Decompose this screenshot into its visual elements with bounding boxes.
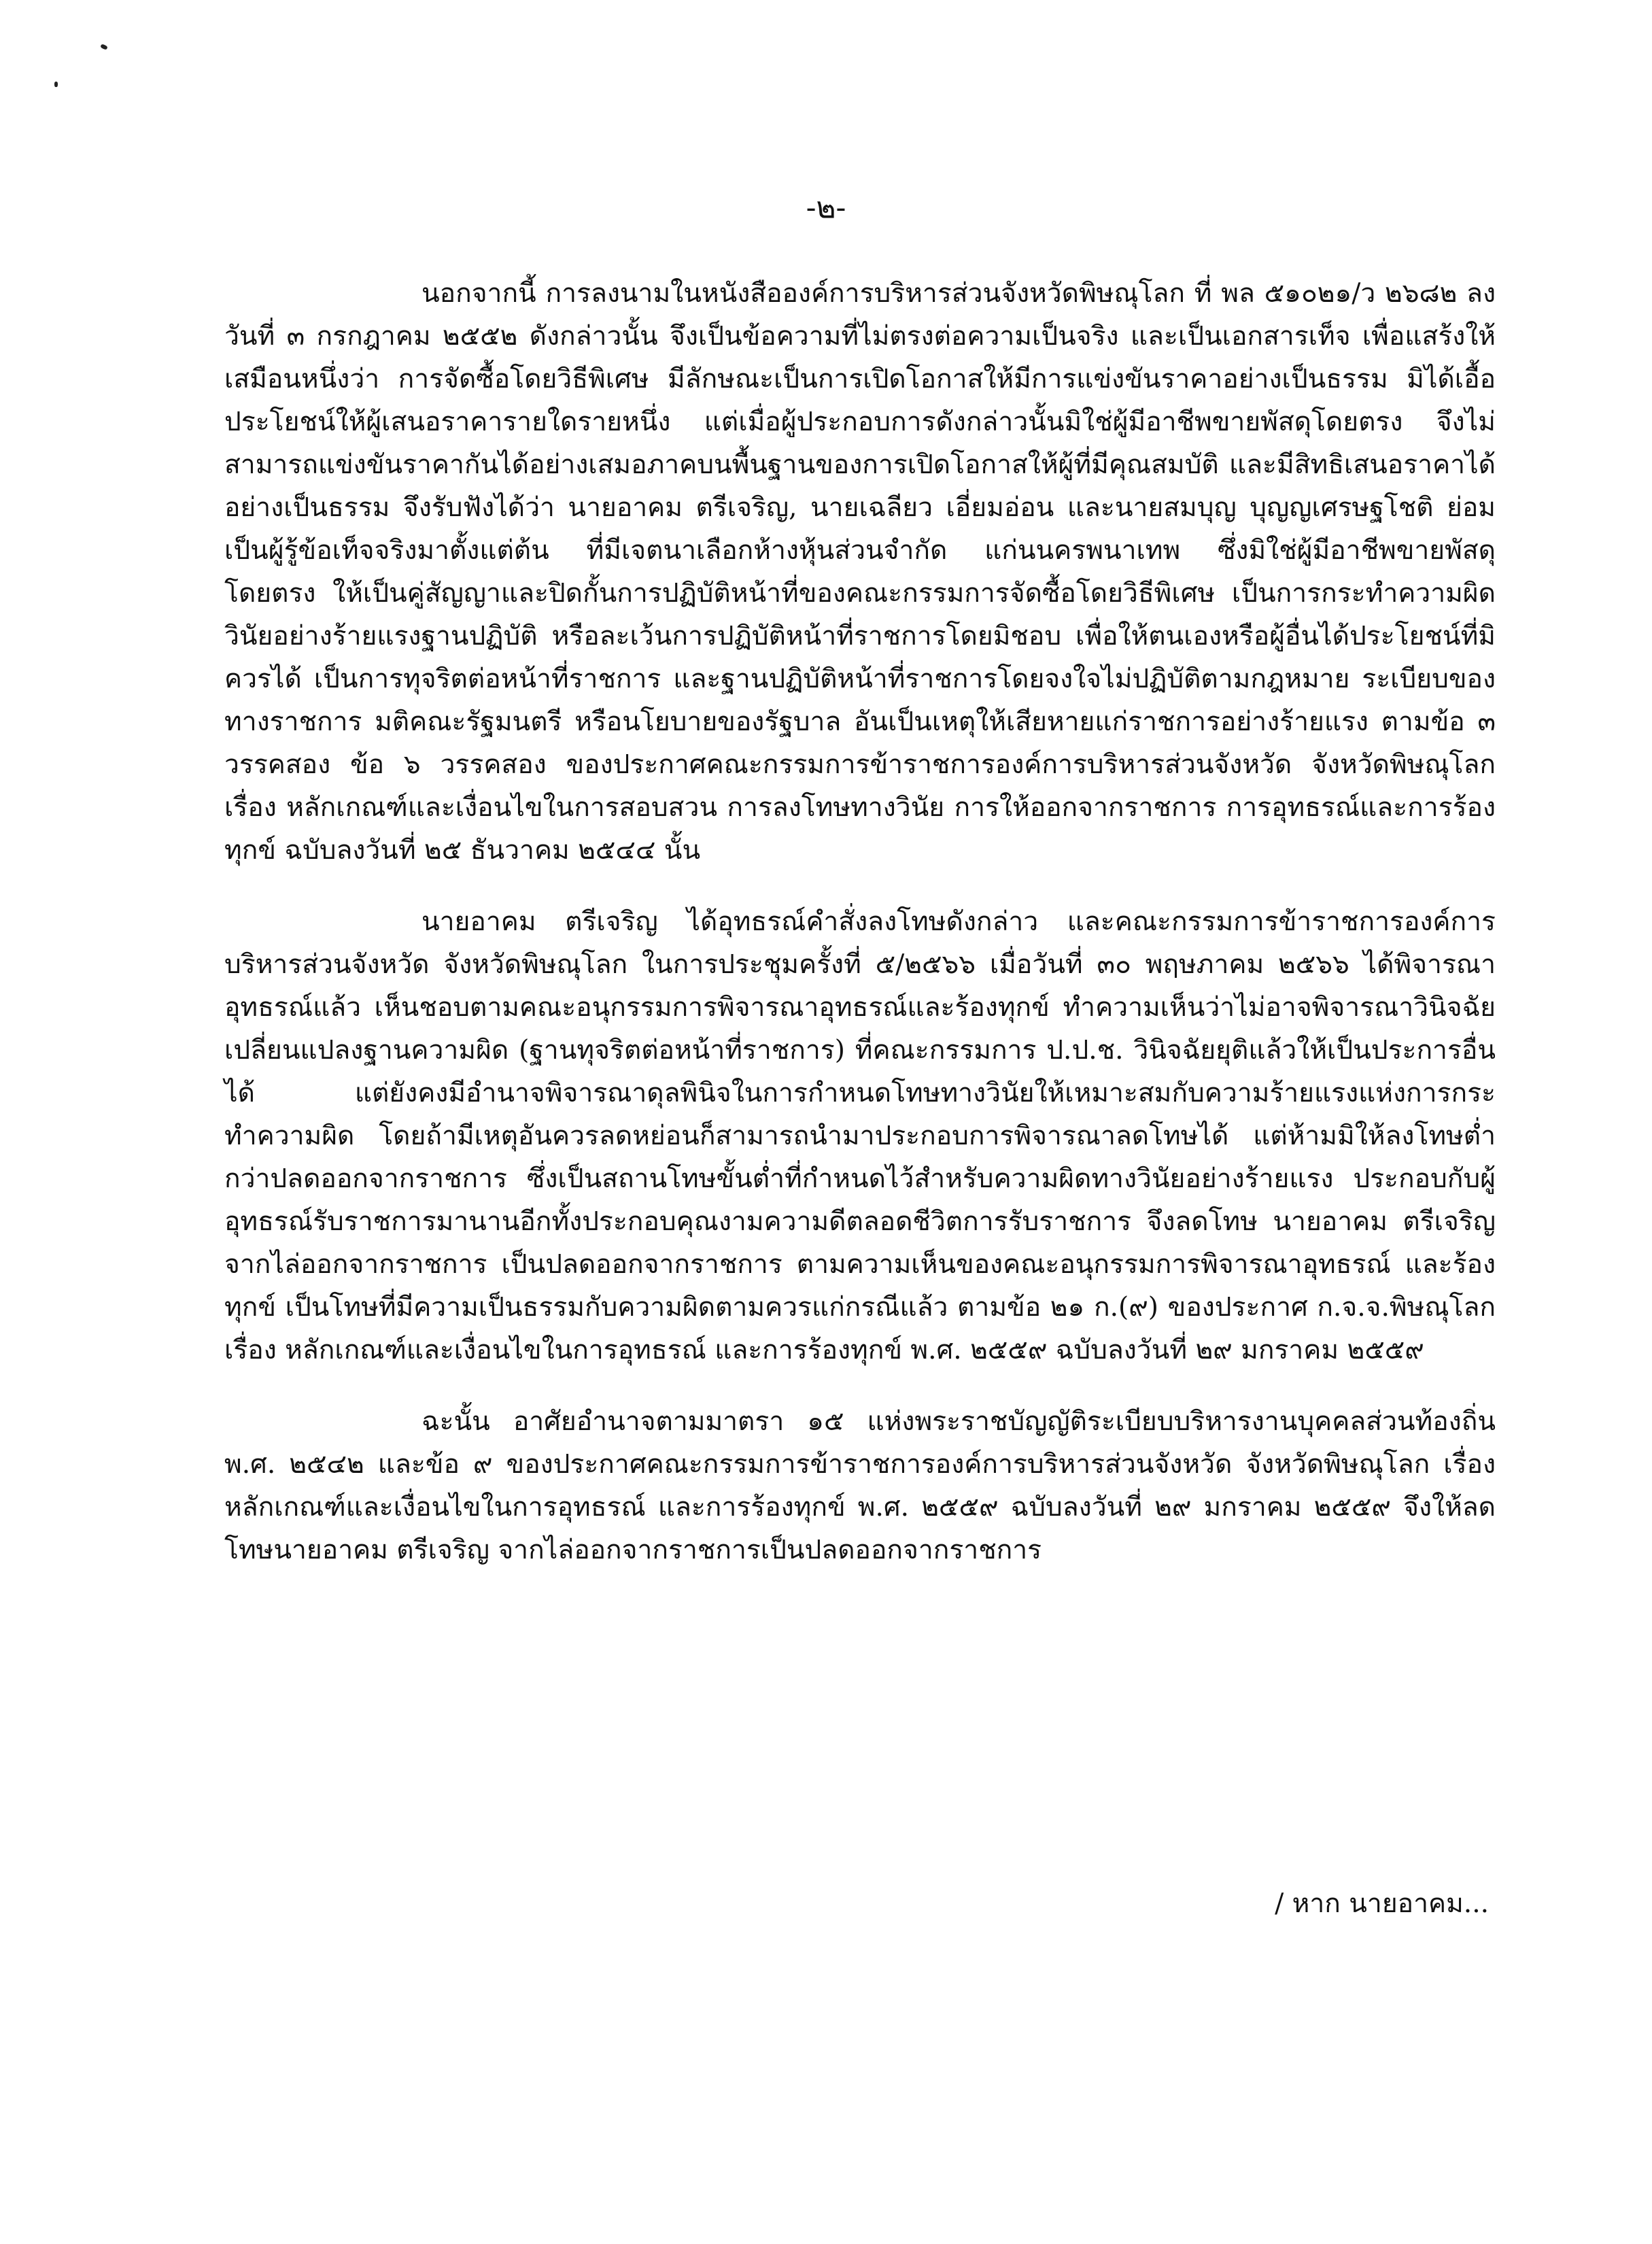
- continuation-note: / หาก นายอาคม...: [1275, 1888, 1489, 1919]
- scan-speck: [54, 82, 58, 87]
- page-number: -๒-: [806, 190, 846, 225]
- paragraph-findings: นอกจากนี้ การลงนามในหนังสือองค์การบริหารส่วนจังหวัดพิษณุโลก ที่ พล ๕๑๐๒๑/ว ๒๖๘๒ ลงวันที่ ๓ กรกฎาคม ๒๕๕๒ ดังกล่าวนั้น จึงเป็นข้อความที่ไม่ตรงต่อความเป็นจริง และเป็นเอกสารเท็จ เพื่อแสร้งให้เสมือนหนึ่งว่า การจัดซื้อโดยวิธีพิเศษ มีลักษณะเป็นการเปิดโอกาสให้มีการแข่งขันราคาอย่างเป็นธรรม มิได้เอื้อประโยชน์ให้ผู้เสนอราคารายใดรายหนึ่ง แต่เมื่อผู้ประกอบการดังกล่าวนั้นมิใช่ผู้มีอาชีพขายพัสดุโดยตรง จึงไม่สามารถแข่งขันราคากันได้อย่างเสมอภาคบนพื้นฐานของการเปิดโอกาสให้ผู้ที่มีคุณสมบัติ และมีสิทธิเสนอราคาได้อย่างเป็นธรรม จึงรับฟังได้ว่า นายอาคม ตรีเจริญ, นายเฉลียว เอี่ยมอ่อน และนายสมบุญ บุญญเศรษฐโชติ ย่อมเป็นผู้รู้ข้อเท็จจริงมาตั้งแต่ต้น ที่มีเจตนาเลือกห้างหุ้นส่วนจำกัด แก่นนครพนาเทพ ซึ่งมิใช่ผู้มีอาชีพขายพัสดุโดยตรง ให้เป็นคู่สัญญาและปิดกั้นการปฏิบัติหน้าที่ของคณะกรรมการจัดซื้อโดยวิธีพิเศษ เป็นการกระทำความผิดวินัยอย่างร้ายแรงฐานปฏิบัติ หรือละเว้นการปฏิบัติหน้าที่ราชการโดยมิชอบ เพื่อให้ตนเองหรือผู้อื่นได้ประโยชน์ที่มิควรได้ เป็นการทุจริตต่อหน้าที่ราชการ และฐานปฏิบัติหน้าที่ราชการโดยจงใจไม่ปฏิบัติตามกฎหมาย ระเบียบของทางราชการ มติคณะรัฐมนตรี หรือนโยบายของรัฐบาล อันเป็นเหตุให้เสียหายแก่ราชการอย่างร้ายแรง ตามข้อ ๓ วรรคสอง ข้อ ๖ วรรคสอง ของประกาศคณะกรรมการข้าราชการองค์การบริหารส่วนจังหวัด จังหวัดพิษณุโลก เรื่อง หลักเกณฑ์และเงื่อนไขในการสอบสวน การลงโทษทางวินัย การให้ออกจากราชการ การอุทธรณ์และการร้องทุกข์ ฉบับลงวันที่ ๒๕ ธันวาคม ๒๕๔๔ นั้น: [224, 278, 1496, 866]
- document-body: [224, 272, 1496, 1600]
- paragraph-order: ฉะนั้น อาศัยอำนาจตามมาตรา ๑๕ แห่งพระราชบัญญัติระเบียบบริหารงานบุคคลส่วนท้องถิ่น พ.ศ. ๒๕๔๒ และข้อ ๙ ของประกาศคณะกรรมการข้าราชการองค์การบริหารส่วนจังหวัด จังหวัดพิษณุโลก เรื่องหลักเกณฑ์และเงื่อนไขในการอุทธรณ์ และการร้องทุกข์ พ.ศ. ๒๕๕๙ ฉบับลงวันที่ ๒๙ มกราคม ๒๕๕๙ จึงให้ลดโทษนายอาคม ตรีเจริญ จากไล่ออกจากราชการเป็นปลดออกจากราชการ: [224, 1406, 1496, 1565]
- paragraph-appeal: นายอาคม ตรีเจริญ ได้อุทธรณ์คำสั่งลงโทษดังกล่าว และคณะกรรมการข้าราชการองค์การบริหารส่วนจังหวัด จังหวัดพิษณุโลก ในการประชุมครั้งที่ ๕/๒๕๖๖ เมื่อวันที่ ๓๐ พฤษภาคม ๒๕๖๖ ได้พิจารณาอุทธรณ์แล้ว เห็นชอบตามคณะอนุกรรมการพิจารณาอุทธรณ์และร้องทุกข์ ทำความเห็นว่าไม่อาจพิจารณาวินิจฉัยเปลี่ยนแปลงฐานความผิด (ฐานทุจริตต่อหน้าที่ราชการ) ที่คณะกรรมการ ป.ป.ช. วินิจฉัยยุติแล้วให้เป็นประการอื่นได้ แต่ยังคงมีอำนาจพิจารณาดุลพินิจในการกำหนดโทษทางวินัยให้เหมาะสมกับความร้ายแรงแห่งการกระทำความผิด โดยถ้ามีเหตุอันควรลดหย่อนก็สามารถนำมาประกอบการพิจารณาลดโทษได้ แต่ห้ามมิให้ลงโทษต่ำกว่าปลดออกจากราชการ ซึ่งเป็นสถานโทษขั้นต่ำที่กำหนดไว้สำหรับความผิดทางวินัยอย่างร้ายแรง ประกอบกับผู้อุทธรณ์รับราชการมานานอีกทั้งประกอบคุณงามความดีตลอดชีวิตการรับราชการ จึงลดโทษ นายอาคม ตรีเจริญ จากไล่ออกจากราชการ เป็นปลดออกจากราชการ ตามความเห็นของคณะอนุกรรมการพิจารณาอุทธรณ์ และร้องทุกข์ เป็นโทษที่มีความเป็นธรรมกับความผิดตามควรแก่กรณีแล้ว ตามข้อ ๒๑ ก.(๙) ของประกาศ ก.จ.จ.พิษณุโลก เรื่อง หลักเกณฑ์และเงื่อนไขในการอุทธรณ์ และการร้องทุกข์ พ.ศ. ๒๕๕๙ ฉบับลงวันที่ ๒๙ มกราคม ๒๕๕๙: [224, 906, 1496, 1365]
- scan-speck: [100, 44, 108, 50]
